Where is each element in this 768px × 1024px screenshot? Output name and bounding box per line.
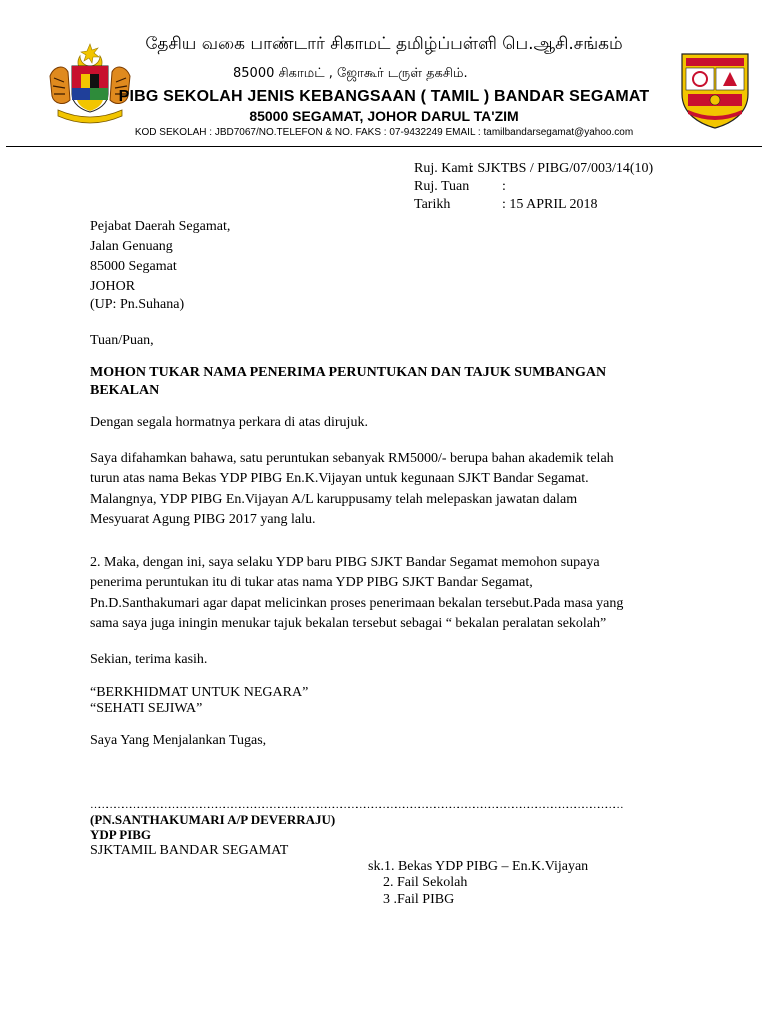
ruj-kami-label: Ruj. Kami — [414, 161, 473, 176]
paragraph-1-line-4: Mesyuarat Agung PIBG 2017 yang lalu. — [90, 512, 316, 527]
school-contact-line: KOD SEKOLAH : JBD7067/NO.TELEFON & NO. FAKS : 07-9432249 EMAIL : tamilbandarsegamat@yahoo.com — [134, 127, 634, 138]
paragraph-2-line-3: Pn.D.Santhakumari agar dapat melicinkan proses penerimaan bekalan tersebut.Pada masa yang — [90, 596, 624, 611]
signatory-school: SJKTAMIL BANDAR SEGAMAT — [90, 843, 289, 858]
ruj-tuan-label: Ruj. Tuan — [414, 179, 470, 194]
tarikh-value: : 15 APRIL 2018 — [502, 197, 598, 212]
tarikh-label: Tarikh — [414, 197, 451, 212]
ruj-tuan-value: : — [502, 179, 506, 194]
recipient-line-4: JOHOR — [90, 279, 136, 294]
cc-line-2: 2. Fail Sekolah — [383, 875, 468, 890]
intro-paragraph: Dengan segala hormatnya perkara di atas dirujuk. — [90, 415, 368, 430]
recipient-line-3: 85000 Segamat — [90, 259, 177, 274]
cc-line-1: sk.1. Bekas YDP PIBG – En.K.Vijayan — [368, 859, 589, 874]
signatory-title: YDP PIBG — [90, 827, 152, 842]
signature-line: …………………………………………………………………………………………………………………………………………………………………………………… — [90, 799, 621, 811]
signoff-text: Saya Yang Menjalankan Tugas, — [90, 733, 267, 748]
tamil-letterhead-title: தேசிய வகை பாண்டார் சிகாமட் தமிழ்ப்பள்ளி பெ.ஆசி.சங்கம் — [145, 34, 623, 54]
paragraph-1-line-2: turun atas nama Bekas YDP PIBG En.K.Vijayan untuk kegunaan SJKT Bandar Segamat. — [90, 471, 589, 486]
school-address: 85000 SEGAMAT, JOHOR DARUL TA'ZIM — [249, 108, 519, 124]
recipient-line-1: Pejabat Daerah Segamat, — [90, 219, 231, 234]
letterhead-divider — [6, 146, 762, 147]
ruj-kami-value: : SJKTBS / PIBG/07/003/14(10) — [470, 161, 654, 176]
paragraph-1-line-3: Malangnya, YDP PIBG En.Vijayan A/L karuppusamy telah melepaskan jawatan dalam — [90, 492, 578, 507]
tamil-letterhead-address: 85000 சிகாமட் , ஜோகூர் டருள் தகசிம். — [233, 66, 468, 81]
motto-berkhidmat: “BERKHIDMAT UNTUK NEGARA” — [90, 685, 309, 700]
subject-line-2: BEKALAN — [90, 383, 160, 398]
signatory-name: (PN.SANTHAKUMARI A/P DEVERRAJU) — [90, 812, 336, 827]
cc-line-3: 3 .Fail PIBG — [383, 892, 455, 907]
recipient-line-5: (UP: Pn.Suhana) — [90, 297, 185, 312]
school-name-heading: PIBG SEKOLAH JENIS KEBANGSAAN ( TAMIL ) BANDAR SEGAMAT — [118, 88, 650, 105]
recipient-line-2: Jalan Genuang — [90, 239, 173, 254]
paragraph-1-line-1: Saya difahamkan bahawa, satu peruntukan sebanyak RM5000/- berupa bahan akademik telah — [90, 451, 614, 466]
subject-line-1: MOHON TUKAR NAMA PENERIMA PERUNTUKAN DAN TAJUK SUMBANGAN — [90, 365, 607, 380]
paragraph-2-line-4: sama saya juga iningin menukar tajuk bekalan tersebut sebagai “ bekalan peralatan sekolah” — [90, 616, 607, 631]
closing-text: Sekian, terima kasih. — [90, 652, 208, 667]
paragraph-2-line-2: penerima peruntukan itu di tukar atas nama YDP PIBG SJKT Bandar Segamat, — [90, 575, 533, 590]
motto-sehati-sejiwa: “SEHATI SEJIWA” — [90, 701, 203, 716]
paragraph-2-line-1: 2. Maka, dengan ini, saya selaku YDP baru PIBG SJKT Bandar Segamat memohon supaya — [90, 555, 600, 570]
salutation: Tuan/Puan, — [90, 333, 154, 348]
